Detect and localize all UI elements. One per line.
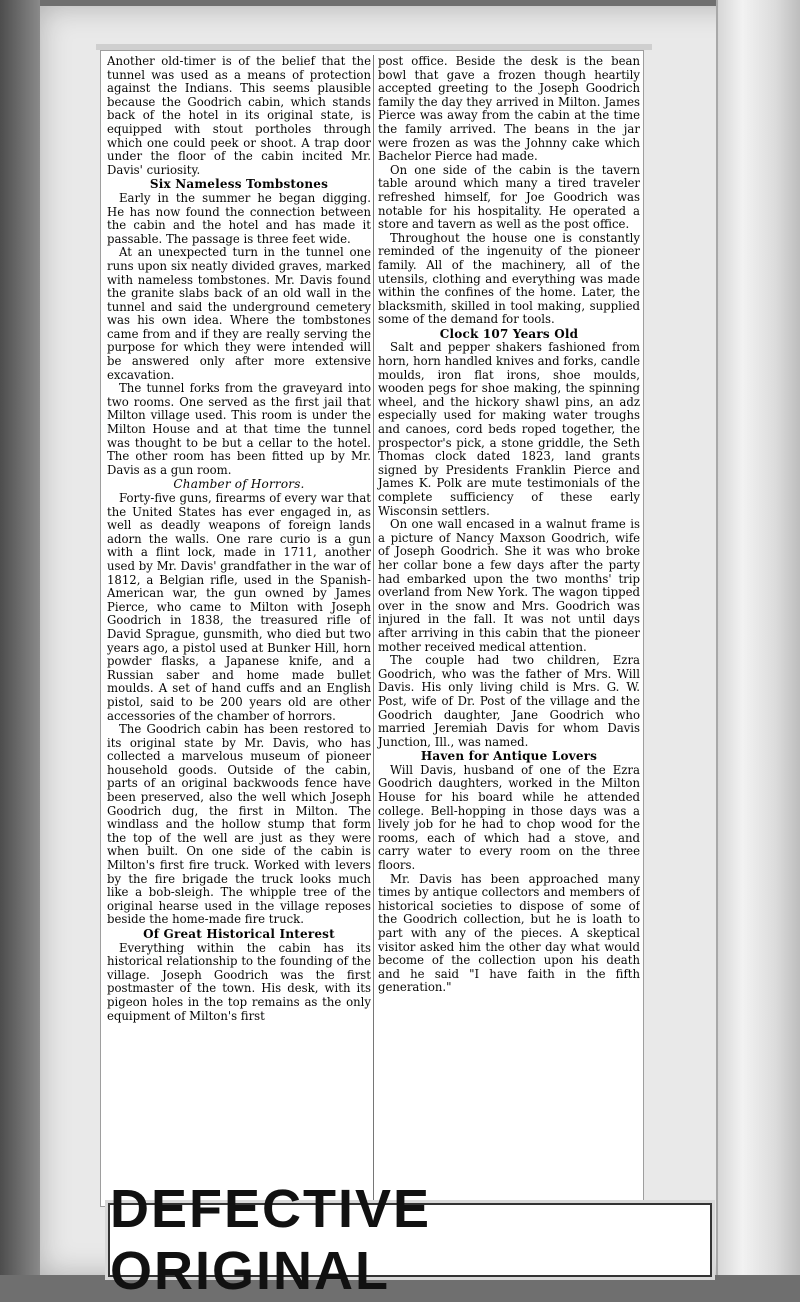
- subheading: Haven for Antique Lovers: [420, 749, 598, 764]
- subheading: Chamber of Horrors.: [173, 477, 305, 492]
- subheading: Six Nameless Tombstones: [149, 177, 329, 192]
- paragraph: Salt and pepper shakers fashioned from horn, horn handled knives and forks, candle moulds, iron flat irons, shoe moulds, wooden pegs for shoe making, the spinning wheel, and the hickory shawl pins, an adz especially used for making water troughs and canoes, cord beds roped together, the prospector's pick, a stone griddle, the Seth Thomas clock dated 1823, land grants signed by Presidents Franklin Pierce and James K. Polk are mute testimonials of the complete sufficiency of these early Wisconsin settlers.: [378, 340, 640, 518]
- paragraph: post office. Beside the desk is the bean bowl that gave a frozen though heartily accepted greeting to the Joseph Goodrich family the day they arrived in Milton. James Pierce was away from the cabin at the time the family arrived. The beans in the jar were frozen as was the Johnny cake which Bachelor Pierce had made.: [378, 55, 640, 164]
- article-column-left: [107, 55, 371, 1205]
- paragraph: Another old-timer is of the belief that the tunnel was used as a means of protection against the Indians. This seems plausible because the Goodrich cabin, which stands back of the hotel in its original state, is equipped with stout portholes through which one could peek or shoot. A trap door under the floor of the cabin incited Mr. Davis' curiosity.: [107, 55, 371, 177]
- paragraph: Mr. Davis has been approached many times by antique collectors and members of historical societies to dispose of some of the Goodrich collection, but he is loath to part with any of the pieces. A skeptical visitor asked him the other day what would become of the collection upon his death and he said "I have faith in the fifth generation.": [378, 871, 640, 995]
- newspaper-clipping: [100, 50, 644, 1207]
- paragraph: The tunnel forks from the graveyard into two rooms. One served as the first jail that Milton village used. This room is under the Milton House and at that time the tunnel was thought to be but a cellar to the hotel. The other room has been fitted up by Mr. Davis as a gun room.: [107, 381, 371, 477]
- article-column-right: [373, 55, 640, 1205]
- paragraph: At an unexpected turn in the tunnel one runs upon six neatly divided graves, marked with nameless tombstones. Mr. Davis found the granite slabs back of an old wall in the tunnel and said the underground cemetery was his own idea. Where the tombstones came from and if they are really serving the purpose for which they were intended will be answered only after more extensive excavation.: [107, 245, 371, 382]
- page-fold-edge: [716, 0, 800, 1275]
- paragraph: On one side of the cabin is the tavern table around which many a tired traveler refreshed himself, for Joe Goodrich was notable for his hospitality. He operated a store and tavern as well as the post office.: [378, 162, 640, 232]
- paragraph: Will Davis, husband of one of the Ezra Goodrich daughters, worked in the Milton House for his board while he attended college. Bell-hopping in those days was a lively job for he had to chop wood for the rooms, each of which had a stove, and carry water to every room on the three floors.: [378, 762, 640, 873]
- paragraph: On one wall encased in a walnut frame is a picture of Nancy Maxson Goodrich, wife of Joseph Goodrich. She it was who broke her collar bone a few days after the party had embarked upon the two months' trip overland from New York. The wagon tipped over in the snow and Mrs. Goodrich was injured in the fall. It was not until days after arriving in this cabin that the pioneer mother received medical attention.: [378, 517, 640, 654]
- subheading: Clock 107 Years Old: [439, 326, 579, 341]
- paragraph: Forty-five guns, firearms of every war that the United States has ever engaged in, as well as deadly weapons of foreign lands adorn the walls. One rare curio is a gun with a flint lock, made in 1711, another used by Mr. Davis' grandfather in the war of 1812, a Belgian rifle, used in the Spanish-American war, the gun owned by James Pierce, who came to Milton with Joseph Goodrich in 1838, the treasured rifle of David Sprague, gunsmith, who died but two years ago, a pistol used at Bunker Hill, horn powder flasks, a Japanese knife, and a Russian saber and home made bullet moulds. A set of hand cuffs and an English pistol, said to be 200 years old are other accessories of the chamber of horrors.: [107, 491, 371, 723]
- paragraph: Throughout the house one is constantly reminded of the ingenuity of the pioneer family. All of the machinery, all of the utensils, clothing and everything was made within the confines of the home. Later, the blacksmith, skilled in tool making, supplied some of the demand for tools.: [378, 230, 640, 327]
- subheading: Of Great Historical Interest: [143, 927, 335, 941]
- paragraph: The couple had two children, Ezra Goodrich, who was the father of Mrs. Will Davis. His only living child is Mrs. G. W. Post, wife of Dr. Post of the village and the Goodrich daughter, Jane Goodrich who married Jeremiah Davis for whom Davis Junction, Ill., was named.: [378, 653, 640, 749]
- defective-original-stamp: [108, 1179, 712, 1301]
- stamp-label: DEFECTIVE ORIGINAL: [110, 1179, 432, 1301]
- paragraph: Everything within the cabin has its historical relationship to the founding of the village. Joseph Goodrich was the first postmaster of the town. His desk, with its pigeon holes in the top remains as the only equipment of Milton's first: [107, 940, 371, 1023]
- paragraph: Early in the summer he began digging. He has now found the connection between the cabin and the hotel and has made it passable. The passage is three feet wide.: [107, 190, 371, 246]
- scanner-left-edge: [0, 0, 40, 1275]
- paragraph: The Goodrich cabin has been restored to its original state by Mr. Davis, who has collected a marvelous museum of pioneer household goods. Outside of the cabin, parts of an original backwoods fence have been preserved, also the well which Joseph Goodrich dug, the first in Milton. The windlass and the hollow stump that form the top of the well are just as they were when built. On one side of the cabin is Milton's first fire truck. Worked with levers by the fire brigade the truck looks much like a bob-sleigh. The whipple tree of the original hearse used in the village reposes beside the home-made fire truck.: [107, 722, 371, 927]
